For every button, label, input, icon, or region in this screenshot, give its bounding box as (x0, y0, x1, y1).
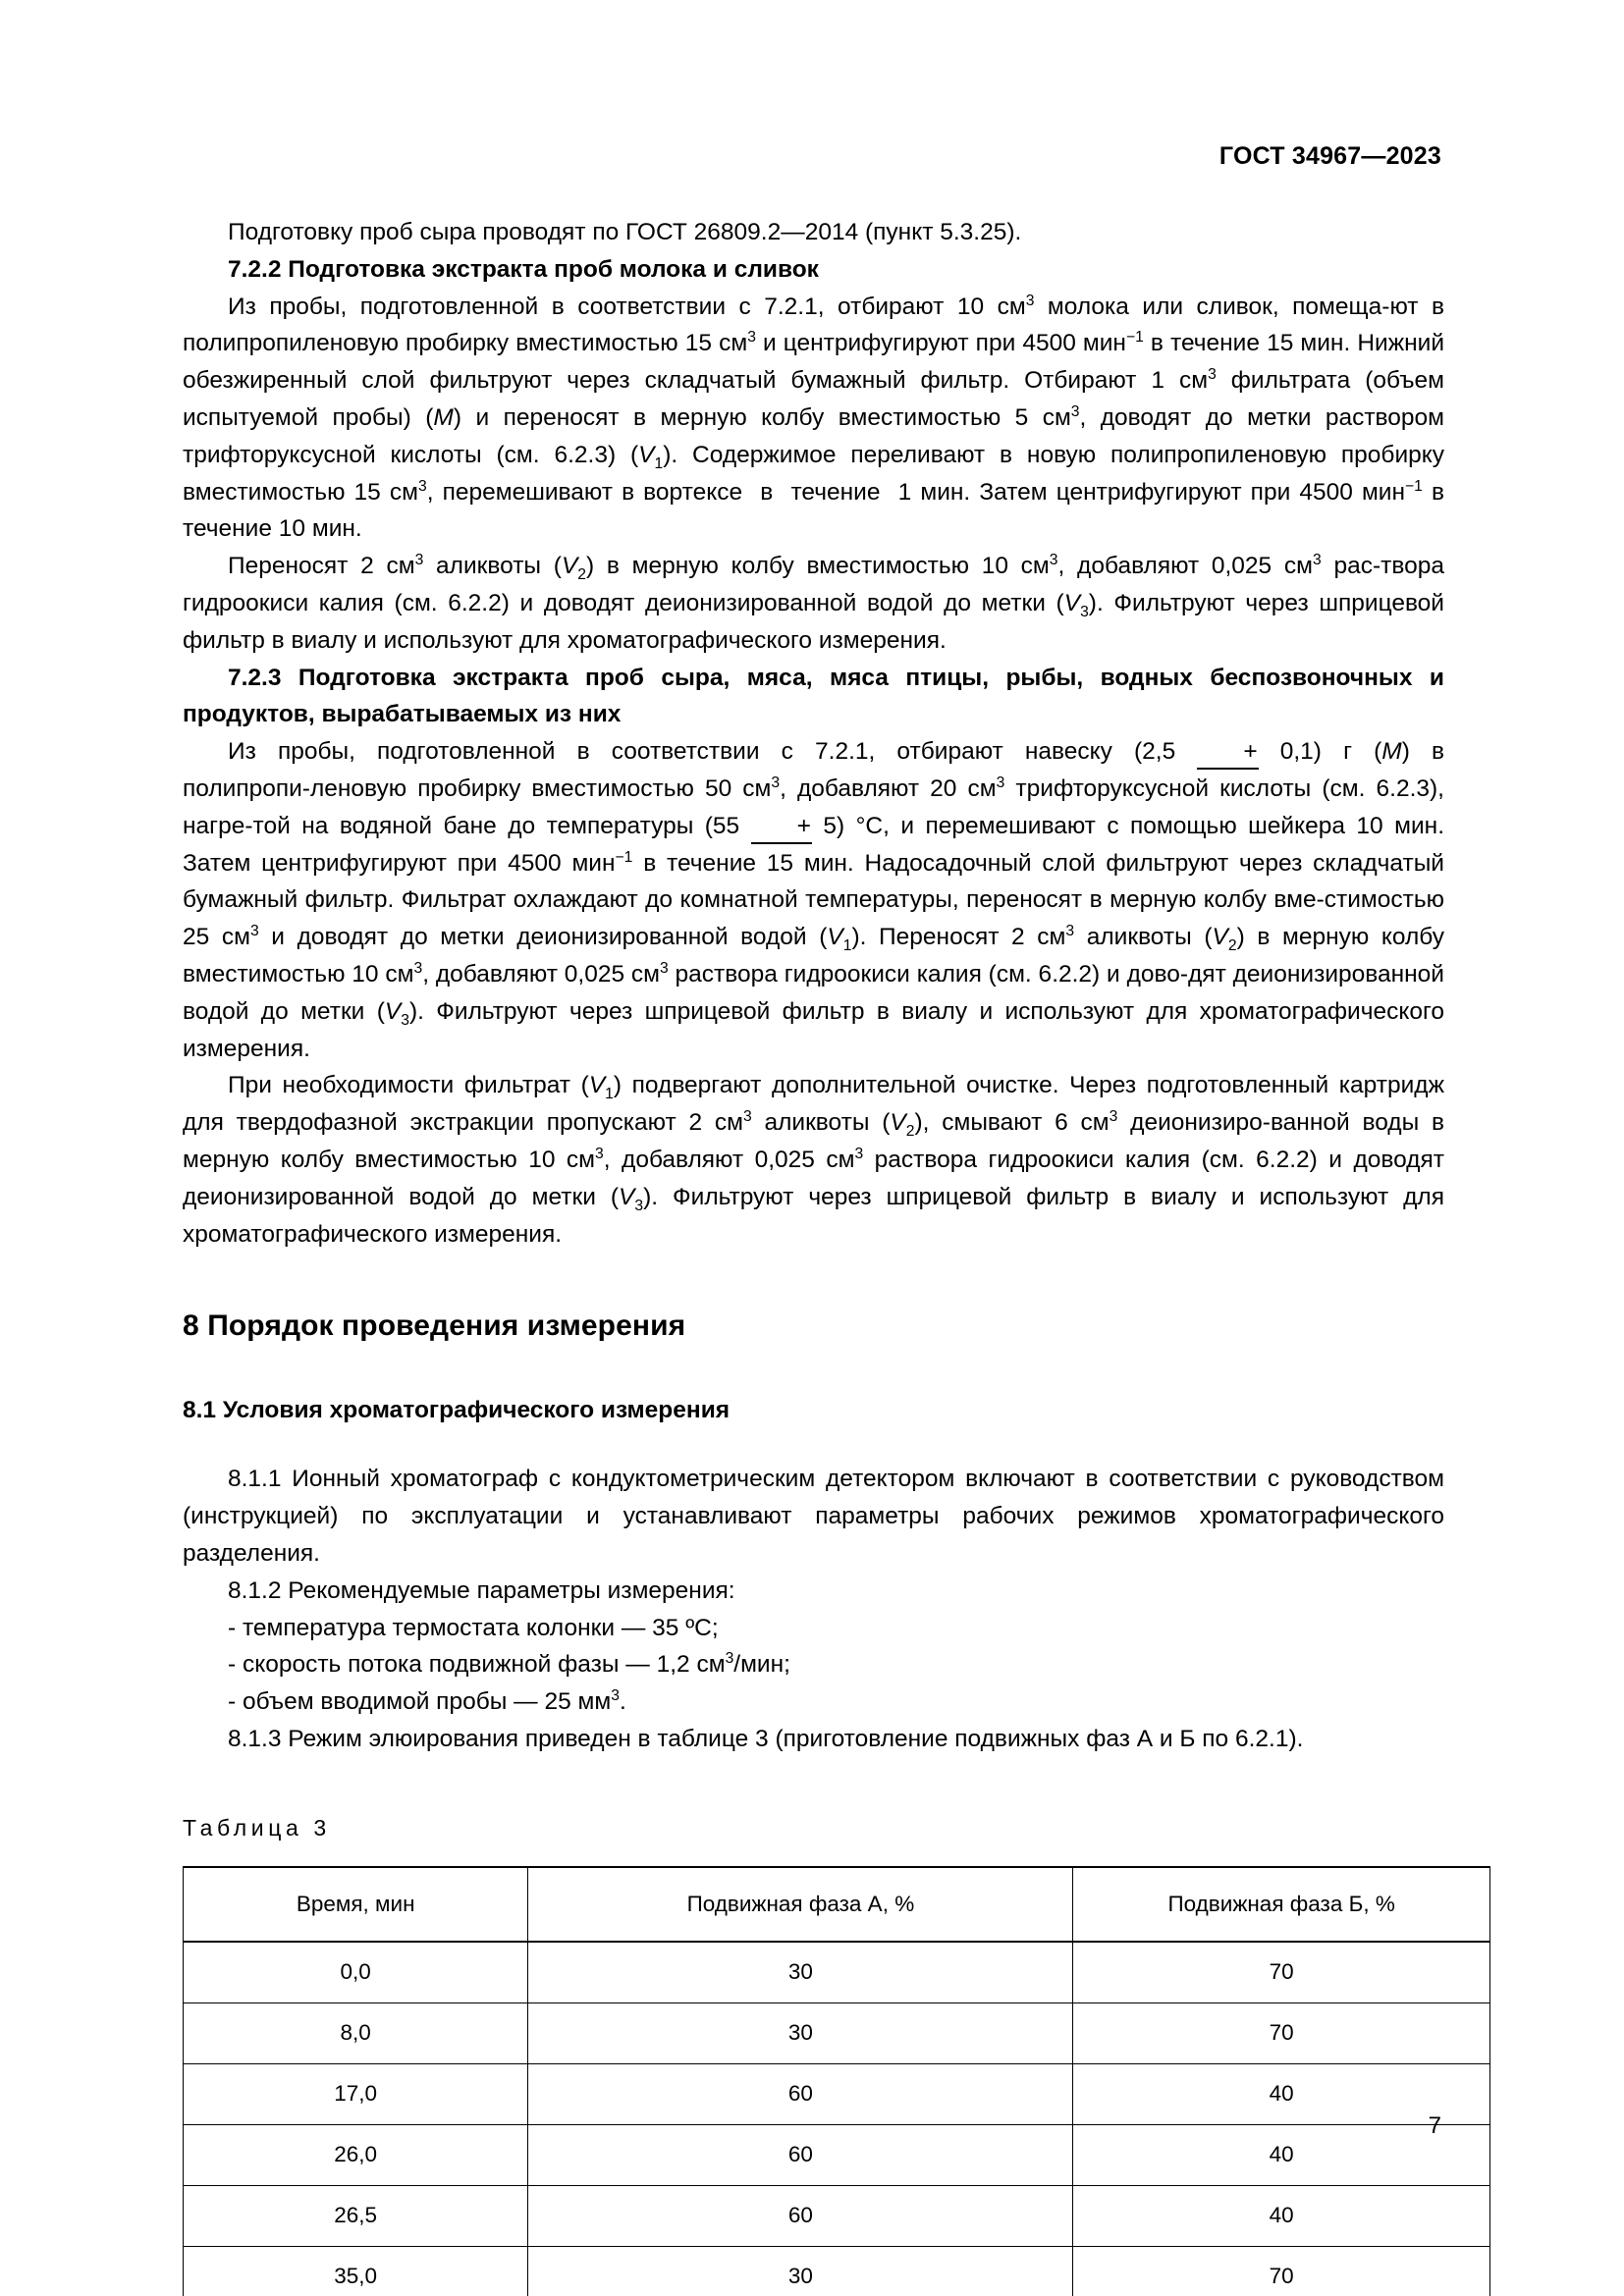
table-row (184, 2063, 1490, 2124)
cell-mobile-phase-b: 40 (1073, 2124, 1490, 2185)
bullet-column-thermostat-temperature: - температура термостата колонки — 35 ºС; (228, 1614, 719, 1641)
table-header-row (184, 1867, 1490, 1942)
table-row (184, 2185, 1490, 2246)
table-3-caption: Таблица 3 (183, 1814, 331, 1841)
paragraph-cheese-sample-prep: Подготовку проб сыра проводят по ГОСТ 26809.2—2014 (пункт 5.3.25). (228, 219, 1022, 245)
cell-mobile-phase-b: 70 (1073, 2002, 1490, 2063)
spacer (183, 1345, 1444, 1392)
paragraph-8-1-3: 8.1.3 Режим элюирования приведен в таблице 3 (приготовление подвижных фаз А и Б по 6.2.1). (228, 1725, 1304, 1752)
paragraph-7-2-2-aliquot-transfer: Переносят 2 $см^3$ аликвоты $(V_2)$ в мерную колбу вместимостью 10 $см^3$, добавляют 0,025 $см^3$ рас‑твора гидроокиси калия (см. 6.2.2) и доводят деионизированной водой до метки $(V_3)$. Фильтруют через шприцевой фильтр в виалу и используют для хроматографического измерения. (183, 552, 1444, 654)
paragraph-8-1-1: 8.1.1 Ионный хроматограф с кондуктометрическим детектором включают в соответствии с руководством (инструкцией) по эксплуатации и устанавливают параметры рабочих режимов хроматографического разделения. (183, 1466, 1444, 1567)
page-content (183, 214, 1444, 2296)
cell-mobile-phase-b: 70 (1073, 2246, 1490, 2296)
table-row (184, 2124, 1490, 2185)
bullet-injection-volume: - объем вводимой пробы — 25 $мм^3$. (228, 1686, 626, 1716)
cell-mobile-phase-a: 60 (528, 2185, 1073, 2246)
spacer (183, 1842, 1444, 1866)
cell-mobile-phase-a: 30 (528, 1942, 1073, 2003)
paragraph-7-2-3-extraction-solid-samples: Из пробы, подготовленной в соответствии с 7.2.1, отбирают навеску (2,5 + 0,1) г (M) в полипропи‑леновую пробирку вместимостью 50 $см^3$, добавляют 20 $см^3$ трифторуксусной кислоты (см. 6.2.3), нагре‑той на водяной бане до температуры (55 + 5) °С, и перемешивают с помощью шейкера 10 мин. Затем центрифугируют при 4500 мин$^{-1}$ в течение 15 мин. Надосадочный слой фильтруют через складчатый бумажный фильтр. Фильтрат охлаждают до комнатной температуры, переносят в мерную колбу вме‑стимостью 25 $см^3$ и доводят до метки деионизированной водой $(V_1)$. Переносят 2 $см^3$ аликвоты $(V_2)$ в мерную колбу вместимостью 10 $см^3$, добавляют 0,025 $см^3$ раствора гидроокиси калия (см. 6.2.2) и дово‑дят деионизированной водой до метки $(V_3)$. Фильтруют через шприцевой фильтр в виалу и используют для хроматографического измерения. (183, 733, 1444, 1067)
table-row (184, 2246, 1490, 2296)
column-header-mobile-phase-b: Подвижная фаза Б, % (1073, 1867, 1490, 1942)
cell-time: 35,0 (184, 2246, 528, 2296)
column-header-mobile-phase-a: Подвижная фаза А, % (528, 1867, 1073, 1942)
heading-7-2-2: 7.2.2 Подготовка экстракта проб молока и сливок (228, 255, 819, 283)
paragraph-8-1-2-lead: 8.1.2 Рекомендуемые параметры измерения: (228, 1576, 735, 1604)
cell-mobile-phase-a: 30 (528, 2002, 1073, 2063)
column-header-time: Время, мин (184, 1867, 528, 1942)
cell-time: 26,0 (184, 2124, 528, 2185)
plus-minus-symbol: + (1197, 733, 1258, 771)
table-row (184, 2002, 1490, 2063)
bullet-mobile-phase-flow-rate: - скорость потока подвижной фазы — 1,2 $см^3$/мин; (228, 1650, 790, 1679)
cell-mobile-phase-a: 30 (528, 2246, 1073, 2296)
heading-7-2-3: 7.2.3 Подготовка экстракта проб сыра, мяса, мяса птицы, рыбы, водных беспозвоночных и продуктов, вырабатываемых из них (183, 664, 1444, 728)
paragraph-7-2-3-optional-spe-cleanup: При необходимости фильтрат $(V_1)$ подвергают дополнительной очистке. Через подготовленный картридж для твердофазной экстракции пропускают 2 $см^3$ аликвоты $(V_2)$, смывают 6 $см^3$ деионизиро‑ванной воды в мерную колбу вместимостью 10 $см^3$, добавляют 0,025 $см^3$ раствора гидроокиси калия (см. 6.2.2) и доводят деионизированной водой до метки $(V_3)$. Фильтруют через шприцевой фильтр в виалу и используют для хроматографического измерения. (183, 1072, 1445, 1248)
subsection-8-1-title: 8.1 Условия хроматографического измерения (183, 1397, 731, 1424)
spacer (183, 1253, 1444, 1308)
paragraph-7-2-2-extraction-milk-cream: Из пробы, подготовленной в соответствии с 7.2.1, отбирают 10 $см^3$ молока или сливок, помеща‑ют в полипропиленовую пробирку вместимостью 15 $см^3$ и центрифугируют при 4500 мин$^{-1}$ в течение 15 мин. Нижний обезжиренный слой фильтруют через складчатый бумажный фильтр. Отбирают 1 $см^3$ фильтрата (объем испытуемой пробы) (M) и переносят в мерную колбу вместимостью 5 $см^3$, доводят до метки раствором трифторуксусной кислоты (см. 6.2.3) $(V_1)$. Содержимое переливают в новую полипропиленовую пробирку вместимостью 15 $см^3$, перемешивают в вортексе в течение 1 мин. Затем центрифугируют при 4500 мин$^{-1}$ в течение 10 мин. (183, 292, 1445, 543)
cell-mobile-phase-b: 40 (1073, 2185, 1490, 2246)
cell-time: 0,0 (184, 1942, 528, 2003)
cell-mobile-phase-a: 60 (528, 2063, 1073, 2124)
spacer (183, 1758, 1444, 1813)
plus-minus-symbol: + (751, 808, 812, 845)
cell-mobile-phase-a: 60 (528, 2124, 1073, 2185)
running-header-standard-id: ГОСТ 34967—2023 (1218, 142, 1441, 170)
page-number: 7 (1428, 2112, 1441, 2139)
cell-time: 17,0 (184, 2063, 528, 2124)
cell-time: 26,5 (184, 2185, 528, 2246)
cell-mobile-phase-b: 40 (1073, 2063, 1490, 2124)
section-8-title: 8 Порядок проведения измерения (183, 1309, 686, 1343)
cell-mobile-phase-b: 70 (1073, 1942, 1490, 2003)
cell-time: 8,0 (184, 2002, 528, 2063)
table-3-elution-program (183, 1866, 1490, 2296)
spacer (183, 1429, 1444, 1461)
table-row (184, 1942, 1490, 2003)
